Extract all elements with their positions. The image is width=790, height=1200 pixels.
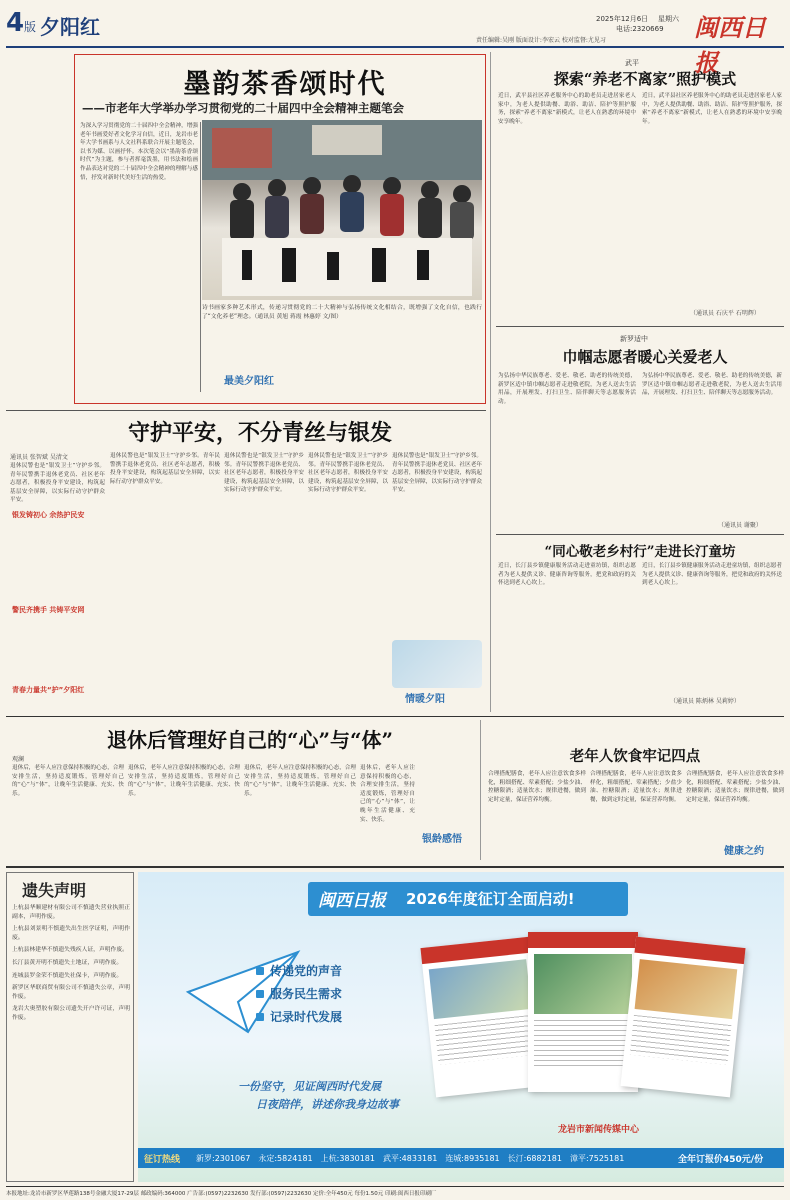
editors-line: 责任编辑:吴刚 版面设计:李宏云 校对监督:尤见习 — [476, 37, 606, 44]
ad-slogan1: 一份坚守，见证闽西时代发展 — [238, 1080, 381, 1093]
hotline-item: 新罗:2301067 — [196, 1154, 251, 1163]
ad-sponsor: 龙岩市新闻传媒中心 — [558, 1125, 640, 1135]
phone: 电话:2320669 — [616, 25, 664, 33]
ad-slogan2: 日夜陪伴，讲述你我身边故事 — [256, 1098, 399, 1111]
hotline-item: 武平:4833181 — [382, 1154, 438, 1163]
hotline-list — [196, 1153, 624, 1164]
article2-col1: 退休民警也是“银发卫士”守护乡邻。青年民警携手退休老党员、社区老年志愿者，积极投身平安建设，构筑起基层安全屏障，以实际行动守护群众平安。 — [10, 463, 105, 504]
notice-item: 新罗区华联商贸有限公司不慎遗失公章，声明作废。 — [12, 985, 130, 1000]
article5-credit: （通讯员 陈炳林 吴莉婷） — [670, 698, 740, 705]
article2-col2: 退休民警也是“银发卫士”守护乡邻。青年民警携手退休老党员、社区老年志愿者，积极投身平安建设，构筑起基层安全屏障，以实际行动守护群众平安。 — [110, 453, 220, 485]
article5-col2: 近日，长汀县乡镇健康服务活动走进童坊镇，组织志愿者为老人提供义诊、健康咨询等服务，把党和政府的关怀送到老人心坎上。 — [642, 563, 782, 587]
hotline-item: 长汀:6882181 — [507, 1154, 562, 1163]
masthead-rule — [6, 46, 784, 48]
right-column-divider — [490, 52, 491, 712]
page-suffix: 版 — [24, 20, 37, 34]
article6-col3: 退休后，老年人应注意保持积极的心态，合理安排生活，坚持适度锻炼，管理好自己的“心”与“体”，让晚年生活健康、充实、快乐。 — [244, 765, 356, 797]
newspaper-mockup — [620, 937, 745, 1098]
article1-caption: 诗书画家多种艺术形式，传递习贯彻党的二十大精神与弘扬传统文化相结合，既增强了文化自信，也践行了“文化养老”理念。（通讯员 黄旭 蒋霞 林惠婷 文/图） — [202, 305, 482, 320]
article6-label: 观澜 — [12, 756, 25, 763]
article2-tag-illustration — [392, 640, 482, 688]
hotline-item: 上杭:3830181 — [320, 1154, 375, 1163]
article3-col2: 近日，武平县社区养老服务中心的助老员走进居家老人家中，为老人提供助餐、助浴、助洁、陪护等照护服务，探索“养老不离家”新模式，让老人在熟悉的环境中安享晚年。 — [642, 93, 782, 125]
article7-col3: 合理搭配膳食，老年人应注意饮食多样化，粗细搭配、荤素搭配；少盐少油、控糖限酒；适量饮水；规律进餐，做到定时定量，保证营养均衡。 — [686, 771, 784, 803]
article2-col5: 退休民警也是“银发卫士”守护乡邻。青年民警携手退休老党员、社区老年志愿者，积极投身平安建设，构筑起基层安全屏障，以实际行动守护群众平安。 — [392, 453, 482, 494]
article6-tag: 银龄感悟 — [422, 834, 462, 845]
calligraphy-scene-illustration — [202, 120, 482, 300]
ad-headline: 2026年度征订全面启动! — [406, 890, 575, 908]
article1-tag: 最美夕阳红 — [224, 376, 274, 387]
article2-sub2: 警民齐携手 共铸平安网 — [12, 606, 85, 614]
article2-tag: 情暖夕阳 — [405, 694, 445, 705]
article3-col1: 近日，武平县社区养老服务中心的助老员走进居家老人家中，为老人提供助餐、助浴、助洁、陪护等照护服务，探索“养老不离家”新模式，让老人在熟悉的环境中安享晚年。 — [498, 93, 636, 125]
ad-price: 全年订报价450元/份 — [678, 1155, 764, 1165]
article1-photo — [202, 120, 482, 300]
article7-divider — [480, 720, 481, 860]
ad-brand: 闽西日报 — [318, 891, 386, 911]
notice-item: 长汀县黄开明不慎遗失土地证，声明作废。 — [12, 959, 123, 966]
weekday: 星期六 — [658, 15, 679, 23]
article4-location: 新罗适中 — [620, 335, 648, 343]
hotline-item: 永定:5824181 — [258, 1154, 313, 1163]
article3-title: 探索“养老不离家”照护模式 — [553, 70, 737, 88]
section-name: 夕阳红 — [40, 15, 100, 39]
article4-top-rule — [496, 326, 784, 327]
article2-byline: 通讯员 张智斌 吴清文 — [10, 454, 68, 461]
article6-top-rule — [6, 716, 784, 717]
bullet-marker-icon — [256, 990, 264, 998]
article5-col1: 近日，长汀县乡镇健康服务活动走进童坊镇，组织志愿者为老人提供义诊、健康咨询等服务，把党和政府的关怀送到老人心坎上。 — [498, 563, 636, 587]
notice-title: 遗失声明 — [22, 881, 87, 900]
article1-subtitle: ——市老年大学举办学习贯彻党的二十届四中全会精神主题笔会 — [82, 101, 404, 115]
article7-title: 老年人饮食牢记四点 — [569, 748, 701, 765]
article2-col3: 退休民警也是“银发卫士”守护乡邻。青年民警携手退休老党员、社区老年志愿者，积极投身平安建设，构筑起基层安全屏障，以实际行动守护群众平安。 — [224, 453, 304, 494]
article6-col1: 退休后，老年人应注意保持积极的心态，合理安排生活，坚持适度锻炼，管理好自己的“心”与“体”，让晚年生活健康、充实、快乐。 — [12, 765, 124, 797]
bottom-section-rule — [6, 866, 784, 868]
notice-list — [12, 904, 130, 1027]
article2-col4: 退休民警也是“银发卫士”守护乡邻。青年民警携手退休老党员、社区老年志愿者，积极投身平安建设，构筑起基层安全屏障，以实际行动守护群众平安。 — [308, 453, 388, 494]
ad-bullet — [256, 962, 342, 979]
article3-location: 武平 — [625, 59, 639, 67]
subscription-ad — [138, 872, 784, 1182]
paper-logo: 闽西日报 — [694, 13, 766, 77]
hotline-item: 连城:8935181 — [445, 1154, 500, 1163]
notice-item: 上杭县林建华不慎遗失残疾人证，声明作废。 — [12, 947, 128, 954]
article6-col2: 退休后，老年人应注意保持积极的心态，合理安排生活，坚持适度锻炼，管理好自己的“心”与“体”，让晚年生活健康、充实、快乐。 — [128, 765, 240, 797]
notice-item: 连城县罗金荣不慎遗失社保卡，声明作废。 — [12, 972, 123, 979]
article1-divider — [200, 122, 201, 392]
footer-rule — [6, 1186, 784, 1187]
ad-bullet-text: 传递党的声音 — [270, 964, 343, 978]
article7-col2: 合理搭配膳食，老年人应注意饮食多样化，粗细搭配、荤素搭配；少盐少油、控糖限酒；适量饮水；规律进餐，做到定时定量，保证营养均衡。 — [590, 771, 682, 803]
ad-bullet — [256, 985, 342, 1002]
article2-top-rule — [6, 410, 486, 411]
ad-bullet-text: 记录时代发展 — [270, 1010, 343, 1024]
article5-title: “同心敬老乡村行”走进长汀童坊 — [544, 544, 736, 560]
hotline-label: 征订热线 — [144, 1155, 181, 1165]
article4-title: 巾帼志愿者暖心关爱老人 — [562, 348, 728, 366]
notice-item: 上杭县刘景明不慎遗失出生医学证明，声明作废。 — [12, 926, 130, 941]
article2-sub1: 银发铸初心 余热护民安 — [12, 511, 85, 519]
ad-bullet — [256, 1008, 342, 1025]
article2-title: 守护平安，不分青丝与银发 — [127, 420, 392, 446]
article4-col2: 为弘扬中华民族尊老、爱老、敬老、助老的传统美德，新罗区适中镇巾帼志愿者走进敬老院，为老人送去生活用品，开展理发、打扫卫生、陪伴聊天等志愿服务活动。 — [642, 373, 782, 397]
notice-item: 龙岩大奥塑胶有限公司遗失开户许可证，声明作废。 — [12, 1006, 130, 1021]
article1-title: 墨韵茶香颂时代 — [183, 69, 387, 100]
article3-credit: （通讯员 石庆平 石明辉） — [690, 310, 760, 317]
article1-body: 为深入学习贯彻党的二十届四中全会精神，增强老年书画爱好者文化学习自信，近日，龙岩市老年大学书画系与人文社科系联合开展主题笔会，以书为媒、以画抒怀。本次笔会以“墨韵茶香颂时代”为主题，参与者挥毫泼墨，用书法和绘画作品表达对党的二十届四中全会精神的理解与感悟，抒发对新时代美好生活的热爱。 — [80, 123, 198, 181]
article4-credit: （通讯员 谢聚） — [718, 522, 762, 529]
bullet-marker-icon — [256, 1013, 264, 1021]
ad-bullets — [256, 962, 342, 1025]
hotline-item: 漳平:7525181 — [569, 1154, 625, 1163]
bullet-marker-icon — [256, 967, 264, 975]
ad-bullet-text: 服务民生需求 — [270, 987, 343, 1001]
footer-text: 本报地址:龙岩市新罗区华莲路138号金融大厦17-29层 邮政编码:364000 广告部:(0597)2232630 发行部:(0597)2232630 定价:全年450元 每份1.50元 印刷:闽西日报印刷厂 — [6, 1191, 437, 1197]
article7-col1: 合理搭配膳食，老年人应注意饮食多样化，粗细搭配、荤素搭配；少盐少油、控糖限酒；适量饮水；规律进餐，做到定时定量，保证营养均衡。 — [488, 771, 586, 803]
article7-tag: 健康之约 — [724, 846, 764, 857]
page-number: 4 — [6, 8, 25, 38]
newspaper-mockup — [420, 937, 545, 1098]
article6-col4: 退休后，老年人应注意保持积极的心态，合理安排生活，坚持适度锻炼，管理好自己的“心”与“体”，让晚年生活健康、充实、快乐。 — [360, 765, 415, 823]
issue-date: 2025年12月6日 — [596, 15, 649, 23]
article6-title: 退休后管理好自己的“心”与“体” — [106, 728, 393, 752]
article5-top-rule — [496, 534, 784, 535]
article4-col1: 为弘扬中华民族尊老、爱老、敬老、助老的传统美德，新罗区适中镇巾帼志愿者走进敬老院，为老人送去生活用品，开展理发、打扫卫生、陪伴聊天等志愿服务活动。 — [498, 373, 636, 405]
article2-sub3: 青春力量共“护”夕阳红 — [12, 686, 85, 694]
notice-item: 上杭县华顺建材有限公司不慎遗失营业执照正副本，声明作废。 — [12, 905, 130, 920]
